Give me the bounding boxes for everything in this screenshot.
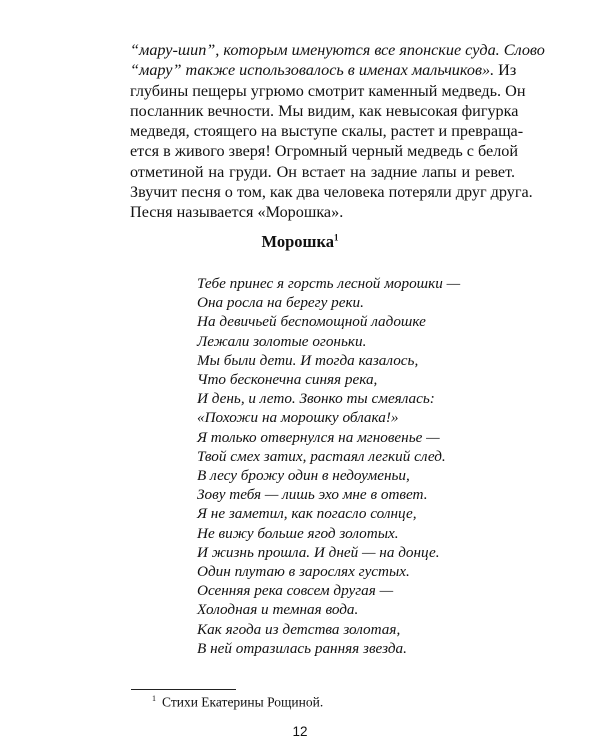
poem-title (0, 232, 600, 252)
footnote-text: Стихи Екатерины Рощиной. (162, 694, 324, 710)
footnote-marker: 1 (152, 694, 156, 703)
prose-line: посланник вечности. Мы видим, как невысокая фигурка (130, 101, 519, 120)
prose-line: медведя, стоящего на выступе скалы, растет и превраща- (130, 122, 524, 141)
prose-line: “мару-шип”, которым именуются все японские суда. Слово (130, 41, 545, 59)
poem-line: Осенняя река совсем другая — (197, 582, 394, 600)
poem-line: Тебе принес я горсть лесной морошки — (197, 275, 461, 292)
poem-line: Один плутаю в зарослях густых. (197, 563, 410, 581)
prose-line: Звучит песня о том, как два человека потеряли друг друга. (130, 183, 533, 202)
prose-line: отметиной на груди. Он встает на задние лапы и ревет. (130, 162, 515, 181)
poem-line: И жизнь прошла. И дней — на донце. (197, 543, 440, 561)
poem-title-text: Морошка (261, 232, 334, 251)
poem-line: Холодная и темная вода. (197, 601, 359, 619)
poem-line: Не вижу больше ягод золотых. (197, 524, 399, 542)
footnote-reference[interactable]: 1 (333, 232, 339, 243)
prose-line: Песня называется «Морошка». (130, 203, 344, 222)
prose-line: ется в живого зверя! Огромный черный медведь с белой (130, 142, 519, 161)
prose-paragraph (130, 40, 545, 223)
poem-line: Зову тебя — лишь эхо мне в ответ. (197, 486, 428, 504)
footnote (152, 694, 323, 711)
prose-line: глубины пещеры угрюмо смотрит каменный медведь. Он (130, 81, 526, 100)
page-number: 12 (292, 724, 308, 739)
poem-body (197, 274, 497, 658)
poem-line: Я только отвернулся на мгновенье — (197, 428, 440, 446)
footnote-divider (131, 689, 236, 690)
poem-line: Твой смех затих, растаял легкий след. (197, 447, 446, 465)
poem-line: Лежали золотые огоньки. (197, 332, 367, 350)
prose-line (130, 60, 515, 80)
prose-text: Из (494, 61, 517, 80)
poem-line: Что бесконечна синяя река, (197, 371, 378, 389)
poem-line: В ней отразилась ранняя звезда. (197, 639, 407, 657)
italic-quote: “мару” также использовалось в именах мальчиков». (130, 61, 495, 80)
poem-line: Как ягода из детства золотая, (197, 620, 401, 638)
poem-line: В лесу брожу один в недоуменьи, (197, 467, 410, 485)
poem-line: «Похожи на морошку облака!» (197, 409, 399, 427)
poem-line: Она росла на берегу реки. (197, 294, 364, 312)
poem-line: И день, и лето. Звонко ты смеялась: (197, 390, 435, 408)
poem-line: На девичьей беспомощной ладошке (197, 313, 426, 331)
poem-line: Я не заметил, как погасло солнце, (197, 505, 417, 523)
poem-line: Мы были дети. И тогда казалось, (197, 351, 419, 369)
